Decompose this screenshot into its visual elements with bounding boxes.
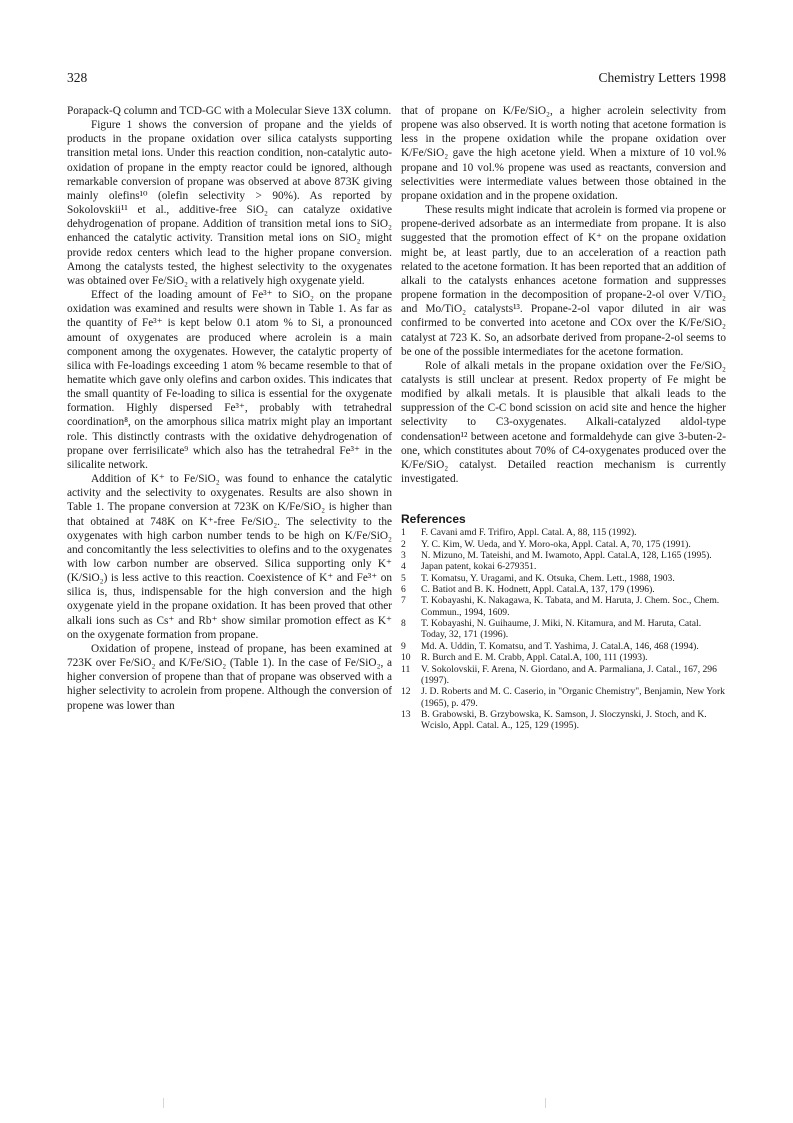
reference-item xyxy=(401,664,726,687)
scan-mark xyxy=(545,1098,546,1108)
reference-number: 1 xyxy=(401,527,406,539)
reference-number: 4 xyxy=(401,561,406,573)
scan-mark xyxy=(163,1098,164,1108)
reference-item xyxy=(401,641,726,652)
paragraph: Figure 1 shows the conversion of propane and the yields of products in the propane oxidation over silica catalysts supporting transition metal ions. Under this reaction condition, non-catalytic auto-oxidation of propane in the empty reactor could be ignored, although remarkable conversion of propane was observed at above 873K giving mainly olefins¹⁰ (olefin selectivity > 90%). As reported by Sokolovskii¹¹ et al., additive-free SiO₂ can catalyze oxidative dehydrogenation of propane. Addition of transition metal ions to SiO₂ enhanced the catalytic activity. Transition metal ions on SiO₂ might provide redox centers which lead to the higher propane conversion. Among the catalysts tested, the highest selectivity to the oxygenates was obtained over Fe/SiO₂ with a relatively high oxygenate yield. xyxy=(67,119,392,287)
page-number: 328 xyxy=(67,70,88,85)
reference-item xyxy=(401,539,726,550)
reference-text: C. Batiot and B. K. Hodnett, Appl. Catal.A, 137, 179 (1996). xyxy=(421,584,655,596)
paragraph: Addition of K⁺ to Fe/SiO₂ was found to enhance the catalytic activity and the selectivity to oxygenates. Results are also shown in Table 1. The propane conversion at 723K on K/Fe/SiO₂ is higher than that obtained at 748K on K⁺-free Fe/SiO₂. The selectivity to the oxygenates with high carbon number tends to be high on K/Fe/SiO₂ and concomitantly the less selectivities to olefins and to the oxygenates with low carbon number are observed. Silica supporting only K⁺ (K/SiO₂) is less active to this reaction. Coexistence of K⁺ and Fe³⁺ on silica is, thus, indispensable for the high conversion and the high oxygenate yield in the propane oxidation. It has been proved that other alkali ions such as Cs⁺ and Rb⁺ show similar promotion effect as K⁺ on the oxygenate formation from propane. xyxy=(67,473,392,641)
reference-text: T. Kobayashi, K. Nakagawa, K. Tabata, and M. Haruta, J. Chem. Soc., Chem. Commun., 1994, 1609. xyxy=(421,595,720,618)
paragraph: that of propane on K/Fe/SiO₂, a higher acrolein selectivity from propene was also observed. It is worth noting that acetone formation is less in the propene oxidation while the propane oxidation over K/Fe/SiO₂ gave the high acetone yield. When a mixture of 10 vol.% propane and 10 vol.% propene was used as reactants, conversion and selectivities were intermediate values between those obtained in the propane oxidation and in the propene oxidation. xyxy=(401,105,726,202)
paragraph: Effect of the loading amount of Fe³⁺ to SiO₂ on the propane oxidation was examined and results were shown in Table 1. As far as the quantity of Fe³⁺ is kept below 0.1 atom % to Si, a pronounced amount of oxygenates are produced where acrolein is a main component among the oxygenates. However, the catalytic property of silica with Fe-loadings exceeding 1 atom % became resemble to that of hematite which gave only olefins and carbon oxides. This indicates that the small quantity of Fe-loading to silica is essential for the oxygenate formation. Highly dispersed Fe³⁺, probably with tetrahedral coordination⁸, on the amorphous silica matrix might play an important role. This distinctly contrasts with the oxidative dehydrogenation of propane over ferrisilicate⁹ which also has the tetrahedral Fe³⁺ in the silicalite network. xyxy=(67,289,392,471)
left-column xyxy=(67,104,392,713)
paragraph: Porapack-Q column and TCD-GC with a Molecular Sieve 13X column. xyxy=(67,105,392,117)
reference-item xyxy=(401,573,726,584)
reference-number: 12 xyxy=(401,686,411,698)
reference-item xyxy=(401,550,726,561)
paragraph: Role of alkali metals in the propane oxidation over the Fe/SiO₂ catalysts is still unclear at present. Redox property of Fe might be modified by alkali metals. It is plausible that alkali leads to the suppression of the C-C bond scission on acid site and hence the higher selectivity to C3-oxygenates. Alkali-catalyzed aldol-type condensation¹² between acetone and formaldehyde can give 3-buten-2-one, which constitutes about 70% of C4-oxygenates produced over the K/Fe/SiO₂ catalyst. Detailed reaction mechanism is currently investigated. xyxy=(401,359,726,486)
reference-number: 2 xyxy=(401,538,406,550)
paragraph: Oxidation of propene, instead of propane, has been examined at 723K over Fe/SiO₂ and K/Fe/SiO₂ (Table 1). In the case of Fe/SiO₂, a higher conversion of propene than that of propane was observed with a higher selectivity to acrolein from propene. Although the conversion of propene was lower than xyxy=(67,642,392,712)
reference-number: 13 xyxy=(401,708,411,720)
reference-text: T. Komatsu, Y. Uragami, and K. Otsuka, Chem. Lett., 1988, 1903. xyxy=(421,572,675,584)
reference-text: J. D. Roberts and M. C. Caserio, in "Organic Chemistry", Benjamin, New York (1965), p. 479. xyxy=(421,686,725,709)
reference-text: B. Grabowski, B. Grzybowska, K. Samson, J. Sloczynski, J. Stoch, and K. Wcislo, Appl. Catal. A., 125, 129 (1995). xyxy=(421,708,707,732)
reference-text: Y. C. Kim, W. Ueda, and Y. Moro-oka, Appl. Catal. A, 70, 175 (1991). xyxy=(421,538,691,550)
reference-text: N. Mizuno, M. Tateishi, and M. Iwamoto, Appl. Catal.A, 128, L165 (1995). xyxy=(421,550,712,562)
reference-item xyxy=(401,652,726,663)
reference-text: F. Cavani amd F. Trifiro, Appl. Catal. A, 88, 115 (1992). xyxy=(421,527,637,539)
reference-number: 7 xyxy=(401,595,406,607)
reference-number: 6 xyxy=(401,584,406,596)
reference-number: 5 xyxy=(401,572,406,584)
reference-item xyxy=(401,527,726,538)
right-column xyxy=(401,104,726,732)
reference-item xyxy=(401,584,726,595)
reference-list xyxy=(401,527,726,731)
reference-number: 9 xyxy=(401,640,406,652)
reference-number: 8 xyxy=(401,618,406,630)
reference-item xyxy=(401,595,726,618)
references-heading: References xyxy=(401,512,466,527)
reference-text: R. Burch and E. M. Crabb, Appl. Catal.A, 100, 111 (1993). xyxy=(421,652,648,664)
reference-text: Japan patent, kokai 6-279351. xyxy=(421,561,537,573)
reference-text: T. Kobayashi, N. Guihaume, J. Miki, N. Kitamura, and M. Haruta, Catal. Today, 32, 171 (1996). xyxy=(421,618,702,641)
reference-number: 3 xyxy=(401,550,406,562)
reference-item xyxy=(401,561,726,572)
reference-text: V. Sokolovskii, F. Arena, N. Giordano, and A. Parmaliana, J. Catal., 167, 296 (1997). xyxy=(421,663,717,686)
journal-title: Chemistry Letters 1998 xyxy=(598,70,726,85)
reference-item xyxy=(401,709,726,732)
reference-text: Md. A. Uddin, T. Komatsu, and T. Yashima, J. Catal.A, 146, 468 (1994). xyxy=(421,640,699,652)
reference-item xyxy=(401,618,726,641)
reference-number: 10 xyxy=(401,652,411,664)
paragraph: These results might indicate that acrolein is formed via propene or propene-derived adsorbate as an intermediate from propane. It is also suggested that the promotion effect of K⁺ on the propane oxidation might be, at least partly, due to an acceleration of a reaction path related to the acetone formation. It has been reported that an addition of alkali to the catalysts enhances acetone formation and suppresses propene formation in the decomposition of propane-2-ol over V/TiO₂ and Mo/TiO₂ catalysts¹³. Propane-2-ol vapor diluted in air was confirmed to be converted into acetone and COx over the K/Fe/SiO₂ catalyst at 723 K. So, an adsorbate derived from propane-2-ol seems to be one of the possible intermediates for the acetone formation. xyxy=(401,204,726,358)
reference-number: 11 xyxy=(401,663,411,675)
reference-item xyxy=(401,686,726,709)
